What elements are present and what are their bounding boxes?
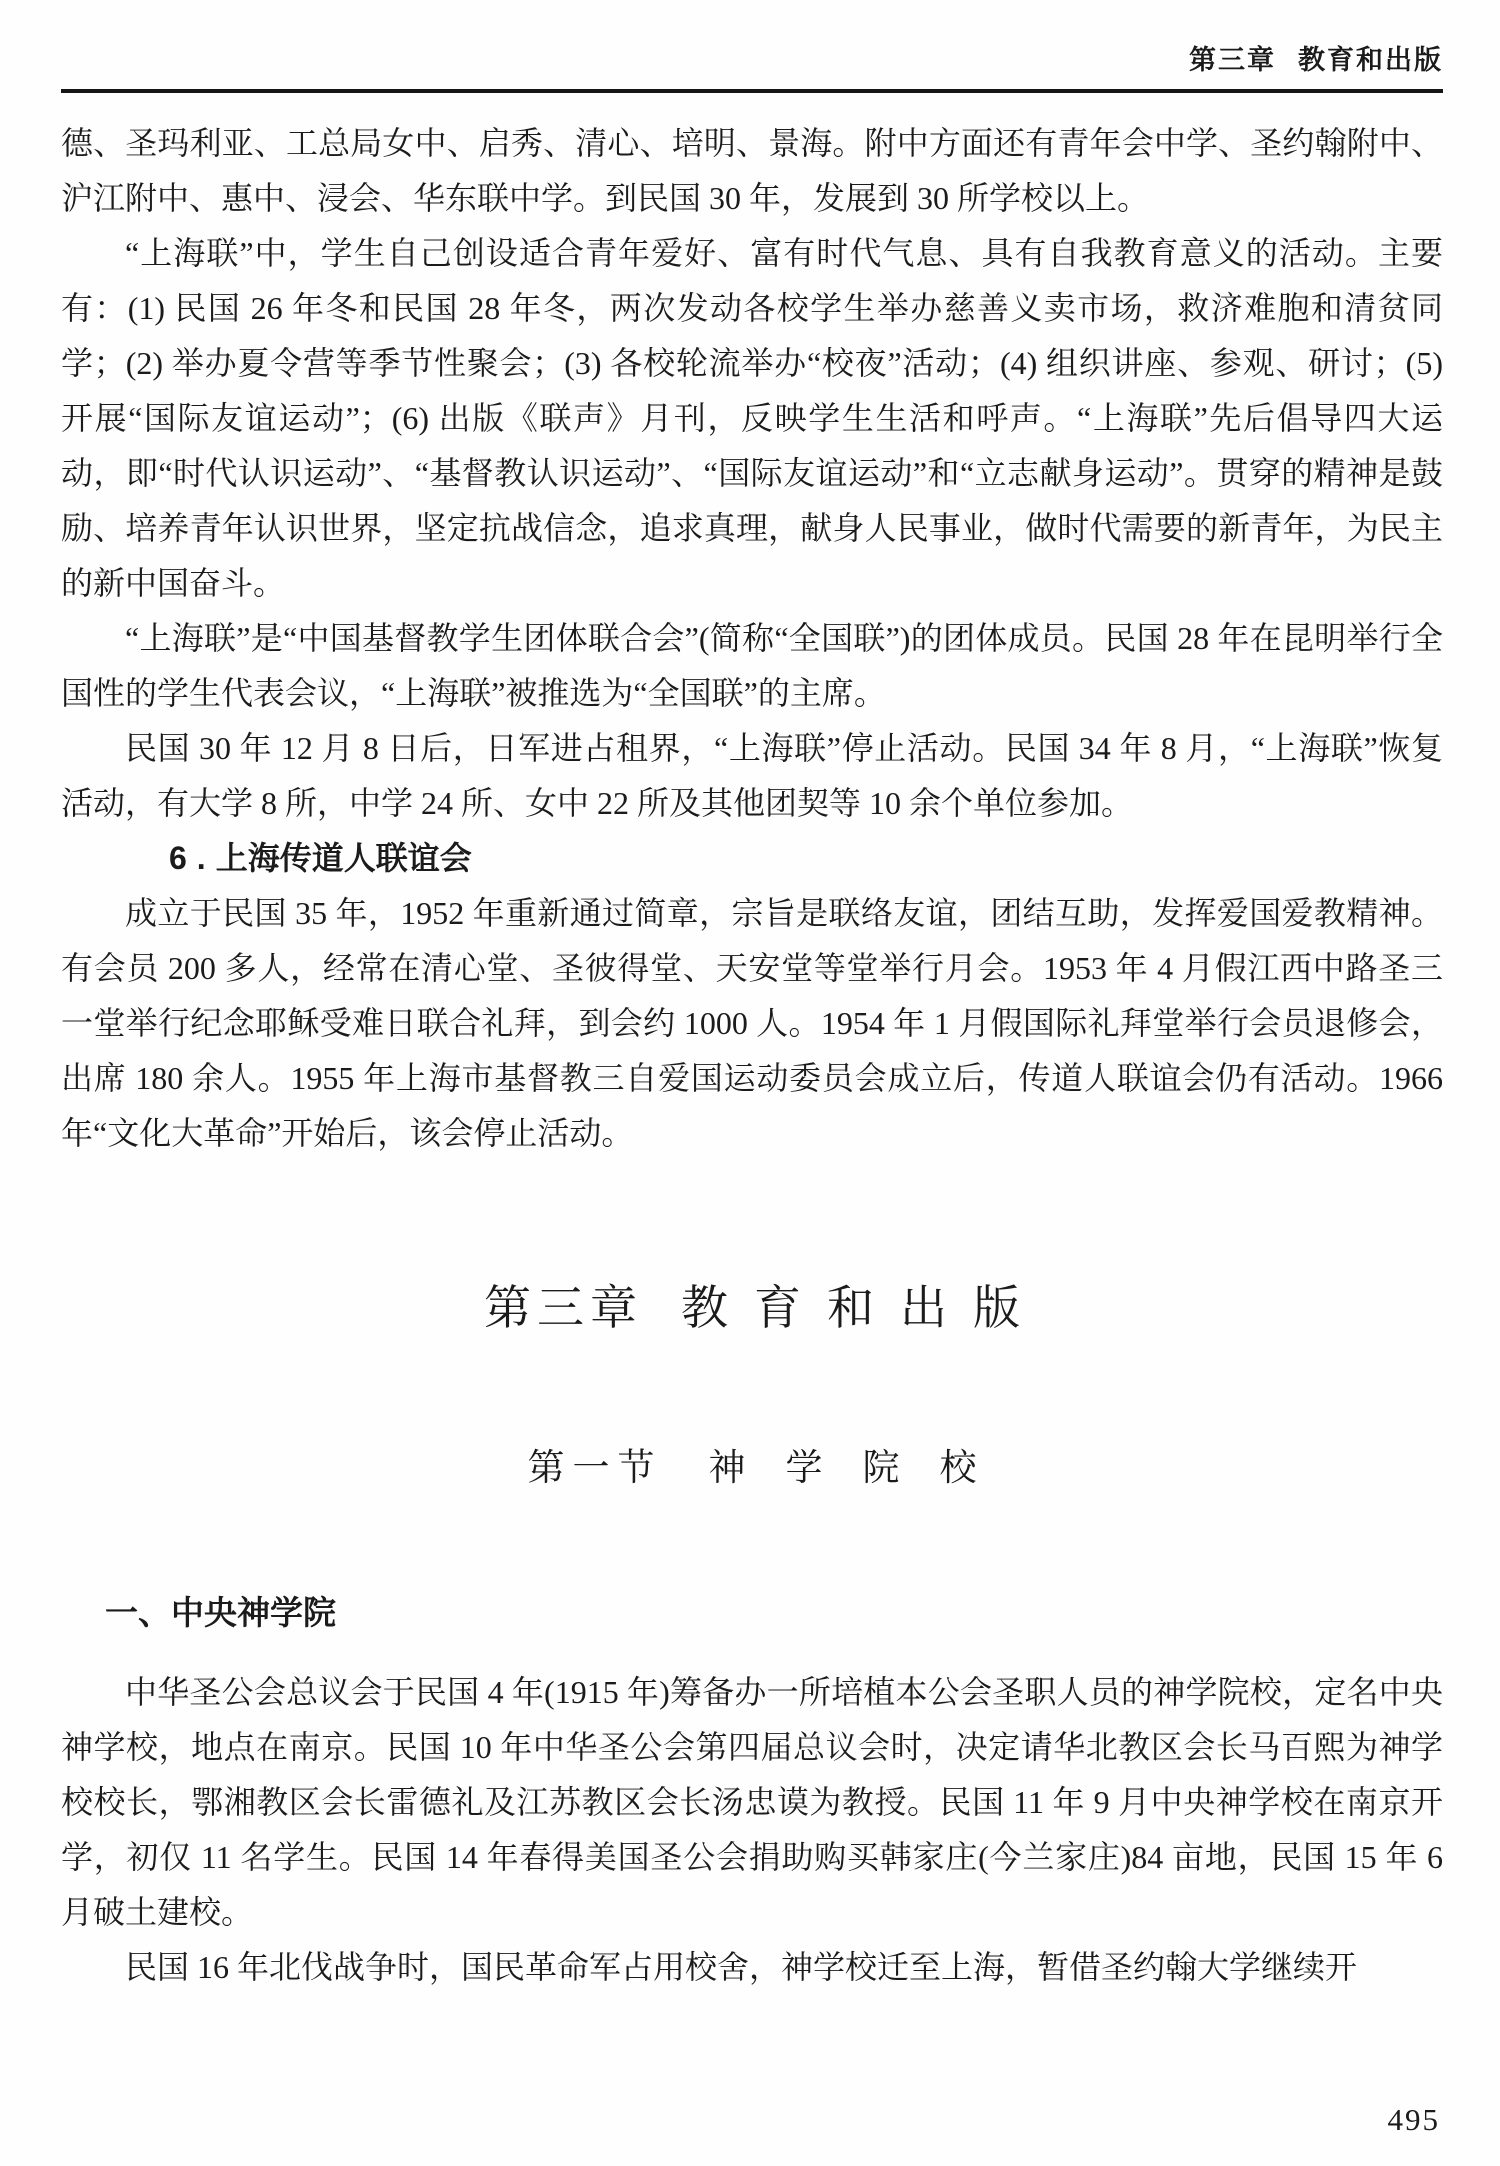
item-heading-number: 6. (169, 840, 216, 876)
paragraph: 民国 30 年 12 月 8 日后，日军进占租界，“上海联”停止活动。民国 34 年 8 月，“上海联”恢复活动，有大学 8 所，中学 24 所、女中 22 所及其他团契等 10 余个单位参加。 (61, 730, 1443, 821)
running-head (61, 44, 1443, 76)
paragraph: 成立于民国 35 年，1952 年重新通过简章，宗旨是联络友谊，团结互助，发挥爱国爱教精神。有会员 200 多人，经常在清心堂、圣彼得堂、天安堂等堂举行月会。1953 年 4 月假江西中路圣三一堂举行纪念耶稣受难日联合礼拜，到会约 1000 人。1954 年 1 月假国际礼拜堂举行会员退修会，出席 180 余人。1955 年上海市基督教三自爱国运动委员会成立后，传道人联谊会仍有活动。1966 年“文化大革命”开始后，该会停止活动。 (61, 895, 1443, 1151)
paragraph: 民国 16 年北伐战争时，国民革命军占用校舍，神学校迁至上海，暂借圣约翰大学继续开 (125, 1949, 1358, 1985)
running-head-chapter: 第三章 (1189, 45, 1276, 75)
running-head-title: 教育和出版 (1298, 45, 1443, 75)
chapter-heading-title: 教育和出版 (681, 1283, 1046, 1335)
chapter-heading-label: 第三章 (484, 1283, 643, 1335)
item-heading (61, 831, 1443, 886)
paragraph-continuation: 德、圣玛利亚、工总局女中、启秀、清心、培明、景海。附中方面还有青年会中学、圣约翰附中、沪江附中、惠中、浸会、华东联中学。到民国 30 年，发展到 30 所学校以上。 (61, 125, 1443, 216)
header-rule (61, 89, 1443, 93)
item-heading-label: 上海传道人联谊会 (215, 840, 472, 876)
page-number: 495 (1387, 2102, 1440, 2137)
section-heading (61, 1445, 1443, 1493)
subsection-heading: 一、中央神学院 (105, 1594, 336, 1631)
section-body (61, 1665, 1443, 1995)
paragraph: “上海联”是“中国基督教学生团体联合会”(简称“全国联”)的团体成员。民国 28 年在昆明举行全国性的学生代表会议，“上海联”被推选为“全国联”的主席。 (61, 620, 1443, 711)
page-body (61, 116, 1443, 1161)
chapter-heading (61, 1279, 1443, 1339)
paragraph: “上海联”中，学生自己创设适合青年爱好、富有时代气息、具有自我教育意义的活动。主要有：(1) 民国 26 年冬和民国 28 年冬，两次发动各校学生举办慈善义卖市场，救济难胞和清贫同学；(2) 举办夏令营等季节性聚会；(3) 各校轮流举办“校夜”活动；(4) 组织讲座、参观、研讨；(5) 开展“国际友谊运动”；(6) 出版《联声》月刊，反映学生生活和呼声。“上海联”先后倡导四大运动，即“时代认识运动”、“基督教认识运动”、“国际友谊运动”和“立志献身运动”。贯穿的精神是鼓励、培养青年认识世界，坚定抗战信念，追求真理，献身人民事业，做时代需要的新青年，为民主的新中国奋斗。 (61, 235, 1443, 601)
paragraph: 中华圣公会总议会于民国 4 年(1915 年)筹备办一所培植本公会圣职人员的神学院校，定名中央神学校，地点在南京。民国 10 年中华圣公会第四届总议会时，决定请华北教区会长马百熙为神学校校长，鄂湘教区会长雷德礼及江苏教区会长汤忠谟为教授。民国 11 年 9 月中央神学校在南京开学，初仅 11 名学生。民国 14 年春得美国圣公会捐助购买韩家庄(今兰家庄)84 亩地，民国 15 年 6 月破土建校。 (61, 1674, 1443, 1930)
section-heading-title: 神学院校 (708, 1448, 1017, 1489)
section-heading-label: 第一节 (527, 1448, 663, 1489)
